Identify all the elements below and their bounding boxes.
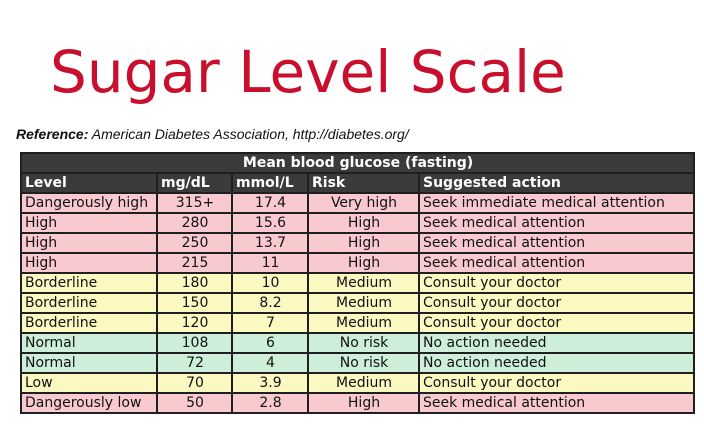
cell-action: Consult your doctor	[419, 273, 694, 293]
cell-mgdl: 120	[157, 313, 232, 333]
cell-level: High	[21, 253, 157, 273]
cell-action: Consult your doctor	[419, 313, 694, 333]
table-body	[21, 193, 694, 413]
table-row	[21, 353, 694, 373]
column-header-action: Suggested action	[419, 173, 694, 193]
cell-level: Borderline	[21, 313, 157, 333]
cell-action: No action needed	[419, 333, 694, 353]
cell-mgdl: 250	[157, 233, 232, 253]
cell-mmol: 10	[232, 273, 308, 293]
cell-level: High	[21, 213, 157, 233]
glucose-table	[20, 152, 695, 414]
cell-mmol: 7	[232, 313, 308, 333]
cell-level: Borderline	[21, 273, 157, 293]
cell-mmol: 6	[232, 333, 308, 353]
table-row	[21, 393, 694, 413]
column-header-risk: Risk	[308, 173, 419, 193]
cell-mgdl: 50	[157, 393, 232, 413]
cell-mmol: 3.9	[232, 373, 308, 393]
cell-risk: Medium	[308, 273, 419, 293]
cell-level: High	[21, 233, 157, 253]
cell-mmol: 15.6	[232, 213, 308, 233]
cell-mgdl: 108	[157, 333, 232, 353]
cell-mgdl: 70	[157, 373, 232, 393]
table-row	[21, 313, 694, 333]
cell-action: Seek medical attention	[419, 253, 694, 273]
column-header-mmol: mmol/L	[232, 173, 308, 193]
reference-note	[16, 125, 409, 143]
cell-action: Seek medical attention	[419, 213, 694, 233]
cell-action: Seek medical attention	[419, 233, 694, 253]
table-row	[21, 373, 694, 393]
cell-risk: High	[308, 213, 419, 233]
reference-label: Reference:	[16, 126, 89, 142]
table-row	[21, 213, 694, 233]
cell-risk: No risk	[308, 353, 419, 373]
cell-action: No action needed	[419, 353, 694, 373]
cell-mmol: 11	[232, 253, 308, 273]
cell-level: Normal	[21, 353, 157, 373]
table-row	[21, 233, 694, 253]
cell-risk: Medium	[308, 373, 419, 393]
cell-mgdl: 315+	[157, 193, 232, 213]
cell-mgdl: 150	[157, 293, 232, 313]
cell-level: Normal	[21, 333, 157, 353]
cell-mgdl: 180	[157, 273, 232, 293]
cell-level: Low	[21, 373, 157, 393]
cell-mmol: 4	[232, 353, 308, 373]
cell-action: Consult your doctor	[419, 373, 694, 393]
cell-level: Borderline	[21, 293, 157, 313]
cell-risk: No risk	[308, 333, 419, 353]
column-header-mgdl: mg/dL	[157, 173, 232, 193]
reference-text: American Diabetes Association, http://diabetes.org/	[91, 126, 409, 142]
cell-risk: Very high	[308, 193, 419, 213]
table-caption: Mean blood glucose (fasting)	[21, 153, 694, 173]
cell-mgdl: 72	[157, 353, 232, 373]
cell-risk: High	[308, 253, 419, 273]
cell-mgdl: 280	[157, 213, 232, 233]
cell-risk: Medium	[308, 293, 419, 313]
cell-action: Seek immediate medical attention	[419, 193, 694, 213]
cell-action: Consult your doctor	[419, 293, 694, 313]
table-row	[21, 293, 694, 313]
cell-mmol: 2.8	[232, 393, 308, 413]
cell-mmol: 8.2	[232, 293, 308, 313]
cell-mmol: 17.4	[232, 193, 308, 213]
cell-risk: Medium	[308, 313, 419, 333]
cell-mmol: 13.7	[232, 233, 308, 253]
cell-mgdl: 215	[157, 253, 232, 273]
cell-risk: High	[308, 393, 419, 413]
column-header-level: Level	[21, 173, 157, 193]
table-caption-row	[21, 153, 694, 173]
table-row	[21, 193, 694, 213]
table-row	[21, 253, 694, 273]
cell-level: Dangerously low	[21, 393, 157, 413]
table-row	[21, 333, 694, 353]
cell-action: Seek medical attention	[419, 393, 694, 413]
cell-risk: High	[308, 233, 419, 253]
cell-level: Dangerously high	[21, 193, 157, 213]
page-title: Sugar Level Scale	[50, 38, 566, 106]
table-row	[21, 273, 694, 293]
table-header-row	[21, 173, 694, 193]
